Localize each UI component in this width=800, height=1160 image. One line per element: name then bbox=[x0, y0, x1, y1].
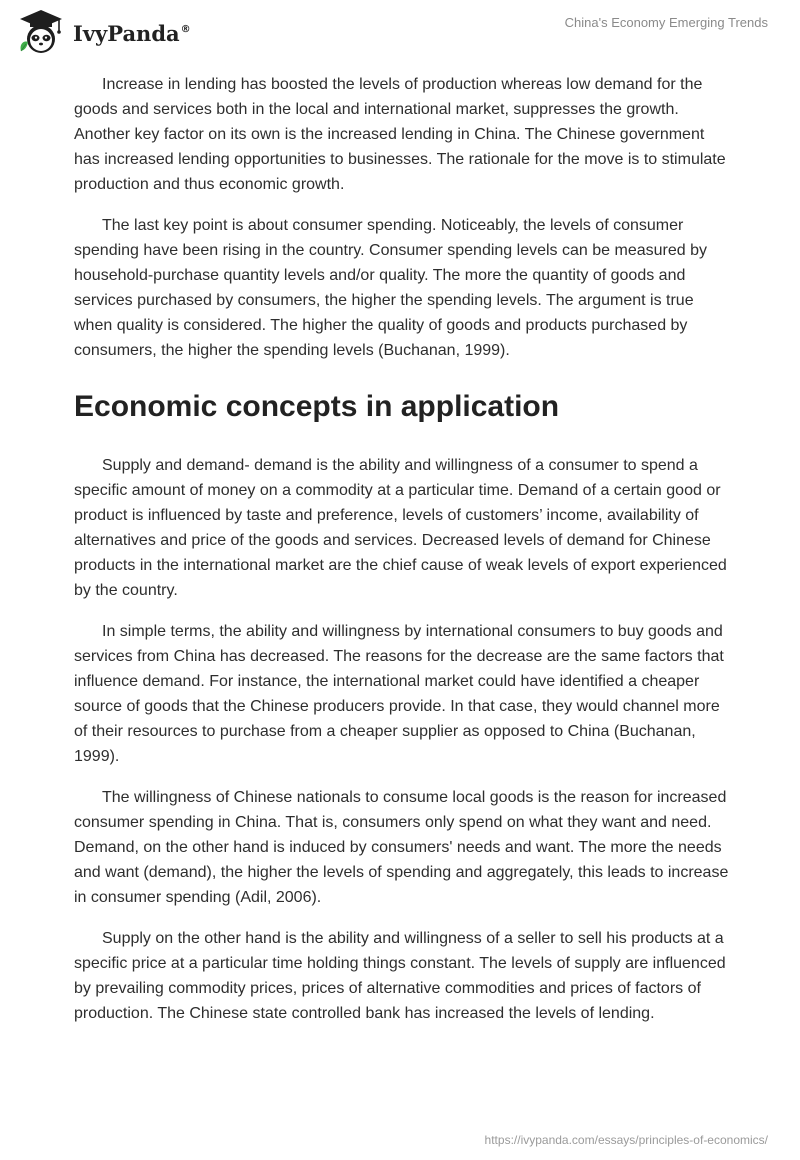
source-url-link[interactable]: https://ivypanda.com/essays/principles-of-economics/ bbox=[484, 1133, 768, 1147]
section-heading: Economic concepts in application bbox=[74, 390, 560, 423]
brand-logo[interactable] bbox=[16, 7, 191, 57]
document-title: China's Economy Emerging Trends bbox=[564, 15, 768, 30]
paragraph: Increase in lending has boosted the levels of production whereas low demand for the goods and services both in the local and international market, suppresses the growth. Another key factor on its own is the increased lending in China. The Chinese government has increased lending opportunities to businesses. The rationale for the move is to stimulate production and thus economic growth. bbox=[74, 76, 726, 193]
paragraph: The last key point is about consumer spending. Noticeably, the levels of consumer spending have been rising in the country. Consumer spending levels can be measured by household-purchase quantity levels and/or quality. The more the quantity of goods and services purchased by consumers, the higher the spending levels. The argument is true when quality is considered. The higher the quality of goods and products purchased by consumers, the higher the spending levels (Buchanan, 1999). bbox=[74, 217, 707, 359]
paragraph: The willingness of Chinese nationals to consume local goods is the reason for increased consumer spending in China. That is, consumers only spend on what they want and need. Demand, on the other hand is induced by consumers' needs and want. The more the needs and want (demand), the higher the levels of spending and aggregately, this leads to increase in consumer spending (Adil, 2006). bbox=[74, 789, 729, 906]
registered-mark: ® bbox=[180, 23, 191, 35]
panda-graduate-logo-icon bbox=[16, 7, 66, 57]
paragraph: Supply on the other hand is the ability and willingness of a seller to sell his products at a specific price at a particular time holding things constant. The levels of supply are influenced by prevailing commodity prices, prices of alternative commodities and prices of factors of production. The Chinese state controlled bank has increased the levels of lending. bbox=[74, 930, 726, 1022]
brand-name: IvyPanda® bbox=[73, 20, 191, 46]
article-body bbox=[74, 72, 734, 1042]
page-header bbox=[0, 0, 800, 60]
paragraph: In simple terms, the ability and willingness by international consumers to buy goods and services from China has decreased. The reasons for the decrease are the same factors that influence demand. For instance, the international market could have identified a cheaper source of goods that the Chinese producers provide. In that case, they would channel more of their resources to purchase from a cheaper supplier as opposed to China (Buchanan, 1999). bbox=[74, 623, 724, 765]
paragraph: Supply and demand- demand is the ability and willingness of a consumer to spend a specific amount of money on a commodity at a particular time. Demand of a certain good or product is influenced by taste and preference, levels of customers’ income, availability of alternatives and price of the goods and services. Decreased levels of demand for Chinese products in the international market are the chief cause of weak levels of export experienced by the country. bbox=[74, 457, 727, 599]
